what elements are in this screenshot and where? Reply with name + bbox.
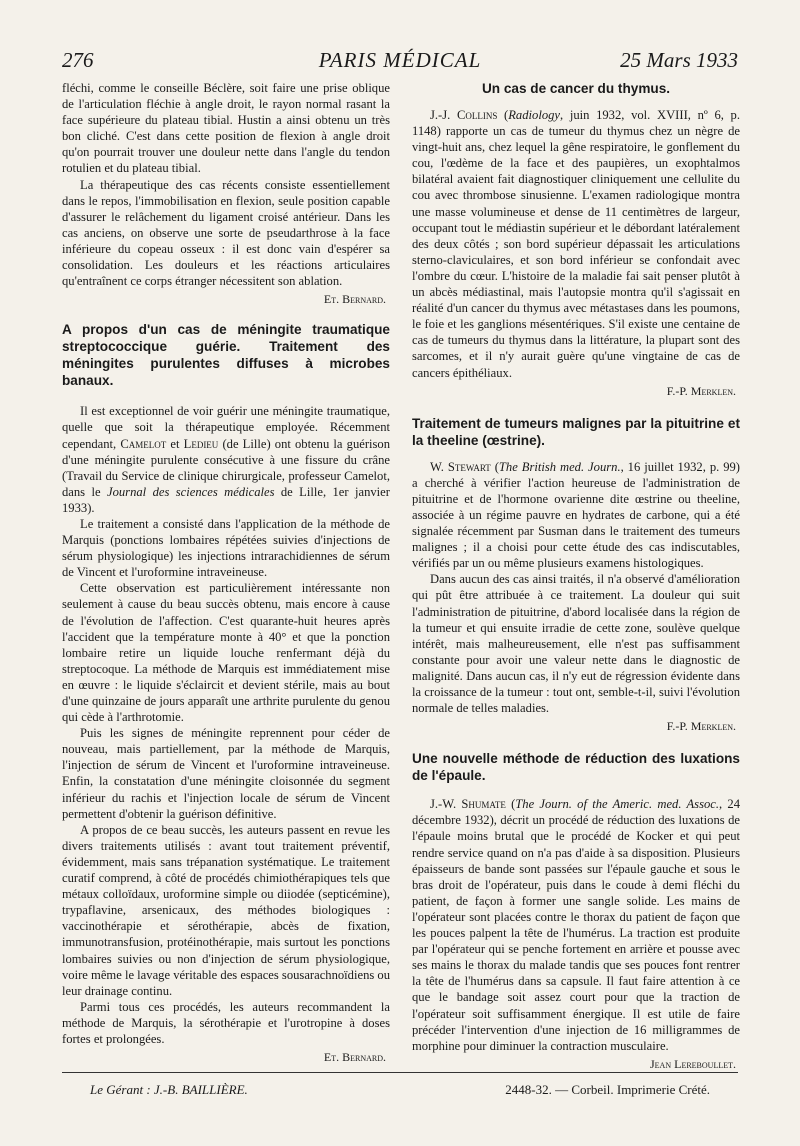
author-name: Camelot <box>120 436 167 451</box>
paragraph: La thérapeutique des cas récents consiste essentiellement dans le repos, l'immobilisation en flexion, seule position capable d'assurer le relâchement du ligament croisé antérieur. Dans les cas anciens, on observe une sorte de pseudarthrose à la face inférieure du copeau osseux : il est donc vain d'espérer sa consolidation. Les douleurs et les réactions articulaires qu'entraînent ce corps étranger nécessitent son ablation. <box>62 177 390 289</box>
journal-reference: The Journ. of the Americ. med. Assoc. <box>515 797 720 812</box>
paragraph: J.-W. Shumate (The Journ. of the Americ. med. Assoc., 24 décembre 1932), décrit un procédé de réduction des luxations de l'épaule moins brutal que le procédé de Kocker et qui peut rendre service quand on n'a pas d'aide à sa disposition. Plusieurs épaisseurs de bande sont passées sur l'épaule gauche et sous le bras droit de l'opérateur, puis dans le coude à demi fléchi du patient, de façon à former une sangle solide. Les mains de l'opérateur sont placées contre le thorax du patient de façon que les pouces palpent la tête de l'humérus. La traction est produite par l'opérateur qui se penche fortement en arrière et pousse avec ses mains le thorax du malade tandis que ses pouces font rentrer la tête de l'humérus dans sa capsule. Il faut faire attention à ce que le bandage soit assez court pour que la traction de l'opérateur soit suffisamment énergique. Il est utile de faire précéder l'intervention d'une injection de 16 milligrammes de morphine pour diminuer la contraction musculaire. <box>412 797 741 1053</box>
printer-imprint: 2448-32. — Corbeil. Imprimerie Crété. <box>505 1082 710 1097</box>
gerant-line: Le Gérant : J.-B. BAILLIÈRE. <box>90 1082 248 1097</box>
left-column <box>62 80 390 1065</box>
journal-reference: The British med. Journ. <box>498 459 621 474</box>
issue-date: 25 Mars 1933 <box>620 48 738 72</box>
paragraph: J.-J. Collins (Radiology, juin 1932, vol. XVIII, nº 6, p. 1148) rapporte un cas de tumeur du thymus chez un nègre de vingt-huit ans, chez lequel la gêne respiratoire, le gonflement du cou, l'œdème de la face et des paupières, un exophtalmos bilatéral avaient fait diagnostiquer cliniquement une cellulite du cou avec thrombose sinusienne. L'examen radiologique montra une masse volumineuse et dense de 11 centimètres de largeur, occupant tout le médiastin supérieur et le débordant latéralement des deux côtés ; son bord supérieur dépassait les articulations sterno-claviculaires, et son bord inférieur se confondait avec l'ombre du cœur. L'histoire de la maladie fai sait penser plutôt à un abcès médiastinal, mais l'autopsie montra qu'il s'agissait en réalité d'un cancer du thymus avec métastases dans les poumons, le foie et les ganglions mésentériques. S'il existe une centaine de cas de tumeurs du thymus dans la littérature, la plupart sont des sarcomes, et il n'y aurait guère qu'une vingtaine de cas de cancers épithéliaux. <box>412 108 741 380</box>
page-header <box>62 48 738 78</box>
journal-reference: Journal des sciences médicales <box>106 484 275 499</box>
author-name: W. Stewart <box>430 459 491 474</box>
paragraph: Parmi tous ces procédés, les auteurs recommandent la méthode de Marquis, la sérothérapie et l'urotropine à doses fortes et prolongées. <box>62 999 390 1046</box>
signature: F.-P. Merklen. <box>666 719 736 734</box>
paragraph: Il est exceptionnel de voir guérir une méningite traumatique, quelle que soit la thérapeutique employée. Récemment cependant, Camelot et Ledieu (de Lille) ont obtenu la guérison d'une méningite purulente consécutive à une fissure du crâne (Travail du Service de clinique chirurgicale, professeur Camelot, dans le Journal des sciences médicales de Lille, 1er janvier 1933). <box>62 404 391 515</box>
journal-reference: Radiology <box>508 108 560 122</box>
paragraph: fléchi, comme le conseille Béclère, soit faire une prise oblique de l'articulation fléchie à angle droit, le rayon normal rasant la face supérieure du plateau tibial. Hustin a ainsi obtenu un très bon cliché. C'est dans cette position de flexion à angle droit qu'on pourrait trouver une douleur nette dans l'angle du tendon rotulien et du plateau tibial. <box>62 81 390 176</box>
author-name: J.-W. Shumate <box>430 797 506 812</box>
author-name: J.-J. Collins <box>430 108 498 122</box>
paragraph: Puis les signes de méningite reprennent pour céder de nouveau, mais partiellement, par la méthode de Marquis, l'injection de sérum de Vincent et l'uroformine intraveineuse. Enfin, la constatation d'une méningite cloisonnée du segment inférieur du rachis et l'injection locale de sérum de Vincent permettent d'obtenir la guérison définitive. <box>62 726 390 821</box>
paragraph: A propos de ce beau succès, les auteurs passent en revue les divers traitements utilisés : avant tout traitement préventif, évidemment, mais sans trépanation systématique. Le traitement curatif comprend, à côté de procédés chimiothérapiques tels que métaux colloïdaux, uroformine simple ou diiodée (septicémine), trypaflavine, arsenicaux, des méthodes biologiques : vaccinothérapie et sérothérapie, abcès de fixation, immunotransfusion, protéinothérapie, mais surtout les ponctions lombaires suivies ou non d'injection de sérum physiologique, voire même le lavage véritable des espaces sousarachnoïdiens ou leur drainage continu. <box>62 822 391 998</box>
signature: Et. Bernard. <box>323 292 386 307</box>
page-number: 276 <box>62 48 94 72</box>
paragraph: Cette observation est particulièrement intéressante non seulement à cause du beau succès obtenu, mais encore à cause de l'évolution de l'affection. C'est quarante-huit heures après l'accident que la température monte à 40° et que la ponction lombaire retire un liquide louche renfermant déjà du streptocoque. La méthode de Marquis est immédiatement mise en œuvre : le liquide s'éclaircit et devient stérile, mais au bout d'une quinzaine de jours apparaît une arthrite purulente du genou qui cède à l'arthrotomie. <box>62 581 390 725</box>
article-title: Une nouvelle méthode de réduction des luxations de l'épaule. <box>412 751 740 784</box>
journal-title: PARIS MÉDICAL <box>318 48 482 72</box>
signature: Jean Lereboullet. <box>650 1056 736 1071</box>
article-title: Traitement de tumeurs malignes par la pituitrine et la theeline (œstrine). <box>412 415 740 448</box>
signature: F.-P. Merklen. <box>666 383 736 398</box>
right-column <box>412 80 740 1072</box>
article-title: Un cas de cancer du thymus. <box>481 81 671 96</box>
footer-rule <box>62 1072 738 1073</box>
paragraph: Dans aucun des cas ainsi traités, il n'a observé d'amélioration qui pût être attribuée à ce traitement. La douleur qui suit l'administration de pituitrine, d'abord localisée dans la région de la tumeur et qui ensuite irradie de cette zone, soulève quelque intérêt, mais malheureusement, elle n'est pas suffisamment constante pour avoir une valeur nette dans le diagnostic de malignité. Dans aucun cas, il n'y eut de régression évidente dans la croissance de la tumeur : tout ont, semble-t-il, suivi l'évolution normale de telles maladies. <box>412 572 740 716</box>
paragraph: W. Stewart (The British med. Journ., 16 juillet 1932, p. 99) a cherché à vérifier l'action heureuse de l'administration de pituitrine et de l'hormone ovarienne dite œstrine ou theeline, associée à un régime pauvre en hydrates de carbone, qui a été signalée récemment par Susman dans le traitement des tumeurs malignes ; il a choisi pour cette étude des cas indiscutables, vérifiés par un ou même plusieurs examens histologiques. <box>412 459 740 571</box>
paragraph: Le traitement a consisté dans l'application de la méthode de Marquis (ponctions lombaires répétées suivies d'injections de sérum physiologique) les injections intrarachidiennes de sérum de Vincent et l'uroformine intraveineuse. <box>62 516 390 580</box>
signature: Et. Bernard. <box>323 1050 386 1065</box>
author-name: Ledieu <box>183 436 219 451</box>
article-title: A propos d'un cas de méningite traumatique streptococcique guérie. Traitement des méningites purulentes diffuses à microbes banaux. <box>62 322 390 389</box>
